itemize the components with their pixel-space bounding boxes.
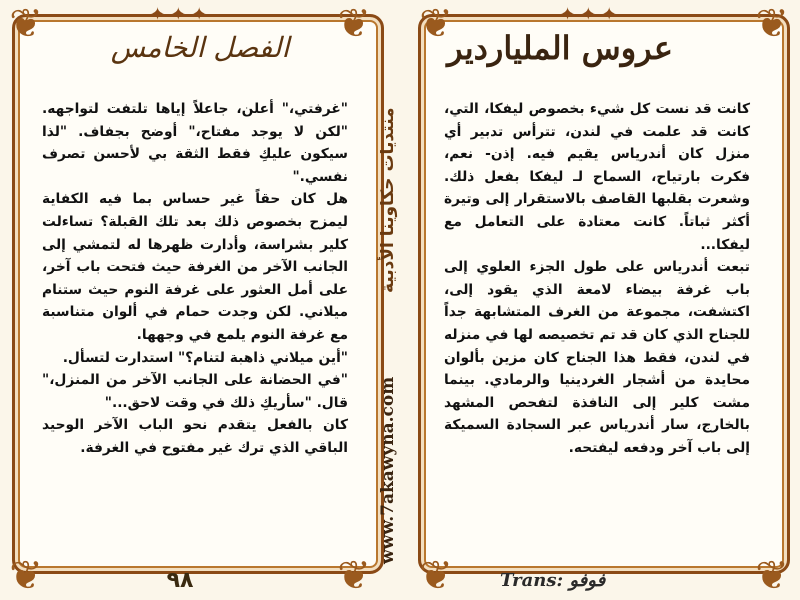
book-title: عروس الملياردير <box>447 29 673 67</box>
flourish-icon: ✦ ✦ ✦ <box>150 4 207 25</box>
paragraph: كانت قد نست كل شيء بخصوص ليفكا، التي، كانت قد علمت في لندن، تترأس تدبير أي منزل كان أندرياس يقيم فيه. إذن- نعم، فكرت بارتياح، السماح لـ ليفكا بفعل ذلك. وشعرت بقلبها القاصف بالاستقرار إلى وتيرة أكثر ثباتاً. كانت معتادة على التعامل مع ليفكا... <box>444 101 750 253</box>
ornament-icon: ❦ <box>419 553 453 599</box>
right-page-text <box>444 98 750 460</box>
left-page-text <box>42 98 348 460</box>
paragraph: كان بالفعل يتقدم نحو الباب الآخر الوحيد الباقي الذي ترك غير مفتوح في الغرفة. <box>42 417 348 456</box>
spine <box>378 30 418 570</box>
translator-credit: Trans: فوفو <box>500 570 606 591</box>
ornament-icon: ❦ <box>337 553 371 599</box>
flourish-icon: ✦ ✦ ✦ <box>560 4 617 25</box>
page-number: ٩٨ <box>166 568 194 593</box>
paragraph: تبعت أندرياس على طول الجزء العلوي إلى باب غرفة بيضاء لامعة الذي يقود إلى، اكتشفت، مجموعة من الغرف المتشابهة جداً للجناح الذي كان قد تم تخصيصه لها في منزله في لندن، فقط هذا الجناح كان مزين بألوان محايدة من أشجار الغردينيا والرمادي. بينما مشت كلير إلى النافذة لتفحص المشهد بالخارج، سار أندرياس عبر السجادة السميكة إلى باب آخر ودفعه ليفتحه. <box>444 259 750 456</box>
ornament-icon: ❦ <box>755 553 789 599</box>
ornament-icon: ❦ <box>337 1 371 47</box>
forum-title: منتديات حكاوينا الأدبية <box>378 107 398 293</box>
website-link[interactable]: www.7akawyna.com <box>378 376 398 564</box>
ornament-icon: ❦ <box>9 1 43 47</box>
ornament-icon: ❦ <box>9 553 43 599</box>
paragraph: "في الحضانة على الجانب الآخر من المنزل،" قال. "سأريكِ ذلك في وقت لاحق..." <box>42 372 348 411</box>
paragraph: "غرفتي،" أعلن، جاعلاً إياها تلتفت لتواجهه. "لكن لا يوجد مفتاح،" أوضح بجفاف. "لذا سيكون عليكِ فقط الثقة بي لأحسن تصرف نفسي." <box>42 101 348 185</box>
paragraph: هل كان حقاً غير حساس بما فيه الكفاية ليمزح بخصوص ذلك بعد تلك القبلة؟ تساءلت كلير بشراسة، وأدارت ظهرها له لتمشي إلى الجانب الآخر من الغرفة حيث فتحت باب آخر، على أمل العثور على غرفة النوم حيث ستنام ميلاني. لكن وجدت حمام في ألوان متناسبة مع غرفة النوم يلمع في وجهها. <box>42 191 348 343</box>
ornament-icon: ❦ <box>755 1 789 47</box>
chapter-title: الفصل الخامس <box>110 31 290 64</box>
ornament-icon: ❦ <box>419 1 453 47</box>
paragraph: "أين ميلاني ذاهبة لتنام؟" استدارت لتسأل. <box>62 349 348 366</box>
